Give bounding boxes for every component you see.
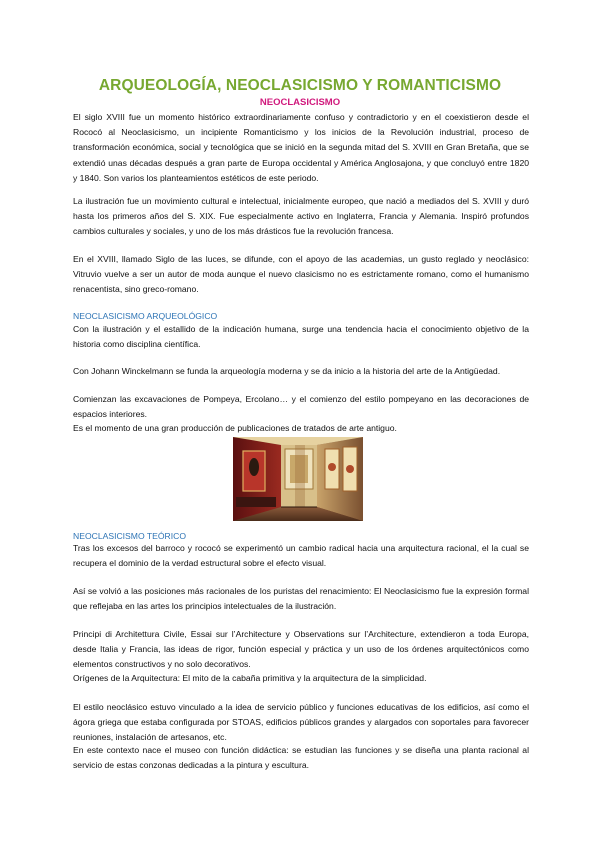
archaeological-paragraph-3: Comienzan las excavaciones de Pompeya, Ercolano… y el comienzo del estilo pompeyano en las decoraciones de espacios interiores. — [73, 394, 529, 420]
theoretical-paragraph-4: Orígenes de la Arquitectura: El mito de la cabaña primitiva y la arquitectura de la simplicidad. — [73, 673, 427, 683]
document-title: ARQUEOLOGÍA, NEOCLASICISMO Y ROMANTICISMO — [98, 77, 502, 94]
archaeological-paragraph-4: Es el momento de una gran producción de publicaciones de tratados de arte antiguo. — [73, 423, 397, 433]
theoretical-paragraph-2: Así se volvió a las posiciones más racionales de los puristas del renacimiento: El Neoclasicismo fue la expresión formal que reflejaba en las artes los principios intelectuales de la ilustración. — [73, 586, 529, 612]
heading-archaeological: NEOCLASICISMO ARQUEOLÓGICO — [73, 311, 218, 321]
theoretical-paragraph-3: Principi di Architettura Civile, Essai sur l’Architecture y Observations sur l’Architecture, extendieron a toda Europa, desde Italia y Francia, las ideas de rigor, función especial y práctica y un uso de los órdenes arquitectónicos como elementos constructivos y no solo decorativos. — [73, 629, 529, 670]
intro-paragraph-1: El siglo XVIII fue un momento histórico extraordinariamente confuso y contradictorio y en el coexistieron desde el Rococó al Neoclasicismo, un incipiente Romanticismo y los inicios de la Revolución industrial, proceso de transformación económica, social y tecnológica que se inició en la segunda mitad del S. XVIII en Gran Bretaña, que se extendió unas décadas después a gran parte de Europa occidental y América Anglosajona, y que concluyó entre 1820 y 1840. Son varios los planteamientos estéticos de este periodo. — [73, 112, 529, 183]
section-subtitle: NEOCLASICISMO — [259, 97, 341, 108]
theoretical-paragraph-5: El estilo neoclásico estuvo vinculado a la idea de servicio público y funciones educativas de los edificios, así como el ágora griega que estaba configurada por STOAS, edificios públicos grandes y alargados con soportales para favorecer reuniones, instalación de artesanos, etc. — [73, 702, 529, 743]
intro-paragraph-2: La ilustración fue un movimiento cultural e intelectual, inicialmente europeo, que nació a mediados del S. XVIII y duró hasta los primeros años del S. XIX. Fue especialmente activo en Inglaterra, Francia y Alemania. Inspiró profundos cambios culturales y sociales, y uno de los más drásticos fue la revolución francesa. — [73, 196, 529, 237]
intro-paragraph-3: En el XVIII, llamado Siglo de las luces, se difunde, con el apoyo de las academias, un gusto reglado y neoclásico: Vitruvio vuelve a ser un autor de moda aunque el nuevo clasicismo no es estrictamente romano, como el humanismo renacentista, sino greco-romano. — [73, 254, 529, 295]
heading-theoretical: NEOCLASICISMO TEÓRICO — [73, 531, 187, 541]
theoretical-paragraph-6: En este contexto nace el museo con función didáctica: se estudian las funciones y se diseña una planta racional al servicio de estas conzonas dedicadas a la pintura y escultura. — [73, 745, 529, 771]
pompeian-interior-photo — [233, 437, 363, 521]
theoretical-paragraph-1: Tras los excesos del barroco y rococó se experimentó un cambio radical hacia una arquitectura racional, el la cual se recupera el dominio de la verdad estructural sobre el efecto visual. — [73, 543, 529, 569]
archaeological-paragraph-2: Con Johann Winckelmann se funda la arqueología moderna y se da inicio a la historia del arte de la Antigüedad. — [73, 366, 501, 376]
archaeological-paragraph-1: Con la ilustración y el estallido de la indicación humana, surge una tendencia hacia el conocimiento objetivo de la historia como disciplina científica. — [73, 324, 529, 350]
